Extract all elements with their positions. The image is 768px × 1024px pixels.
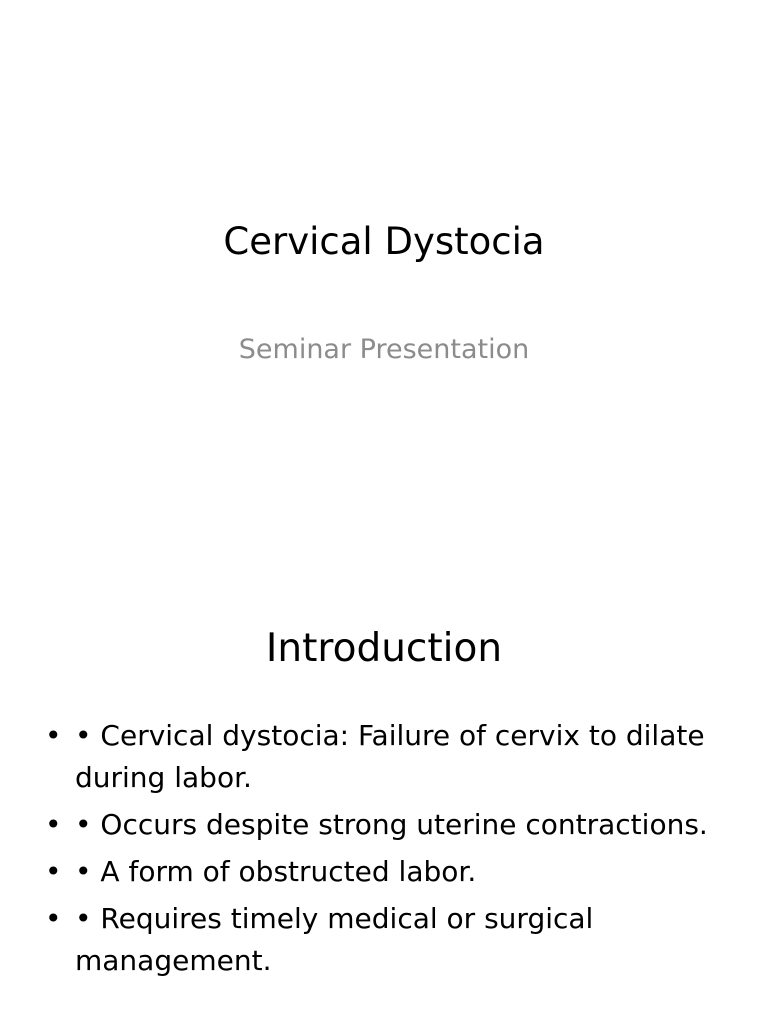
bullet-marker: • — [45, 719, 62, 752]
introduction-slide — [0, 512, 768, 1024]
bullet-text: • Occurs despite strong uterine contractions. — [75, 808, 708, 841]
bullet-text: • Cervical dystocia: Failure of cervix to dilate during labor. — [75, 719, 705, 794]
bullet-text: • A form of obstructed labor. — [75, 855, 477, 888]
list-item — [0, 715, 768, 799]
list-item — [0, 851, 768, 893]
bullet-list — [0, 715, 768, 987]
bullet-text: • Requires timely medical or surgical management. — [75, 902, 594, 977]
slide-title: Introduction — [265, 626, 503, 671]
list-item — [0, 898, 768, 982]
bullet-marker: • — [45, 855, 62, 888]
bullet-marker: • — [45, 902, 62, 935]
slide-subtitle: Seminar Presentation — [238, 334, 530, 365]
list-item — [0, 804, 768, 846]
slide-title: Cervical Dystocia — [223, 220, 545, 263]
bullet-marker: • — [45, 808, 62, 841]
